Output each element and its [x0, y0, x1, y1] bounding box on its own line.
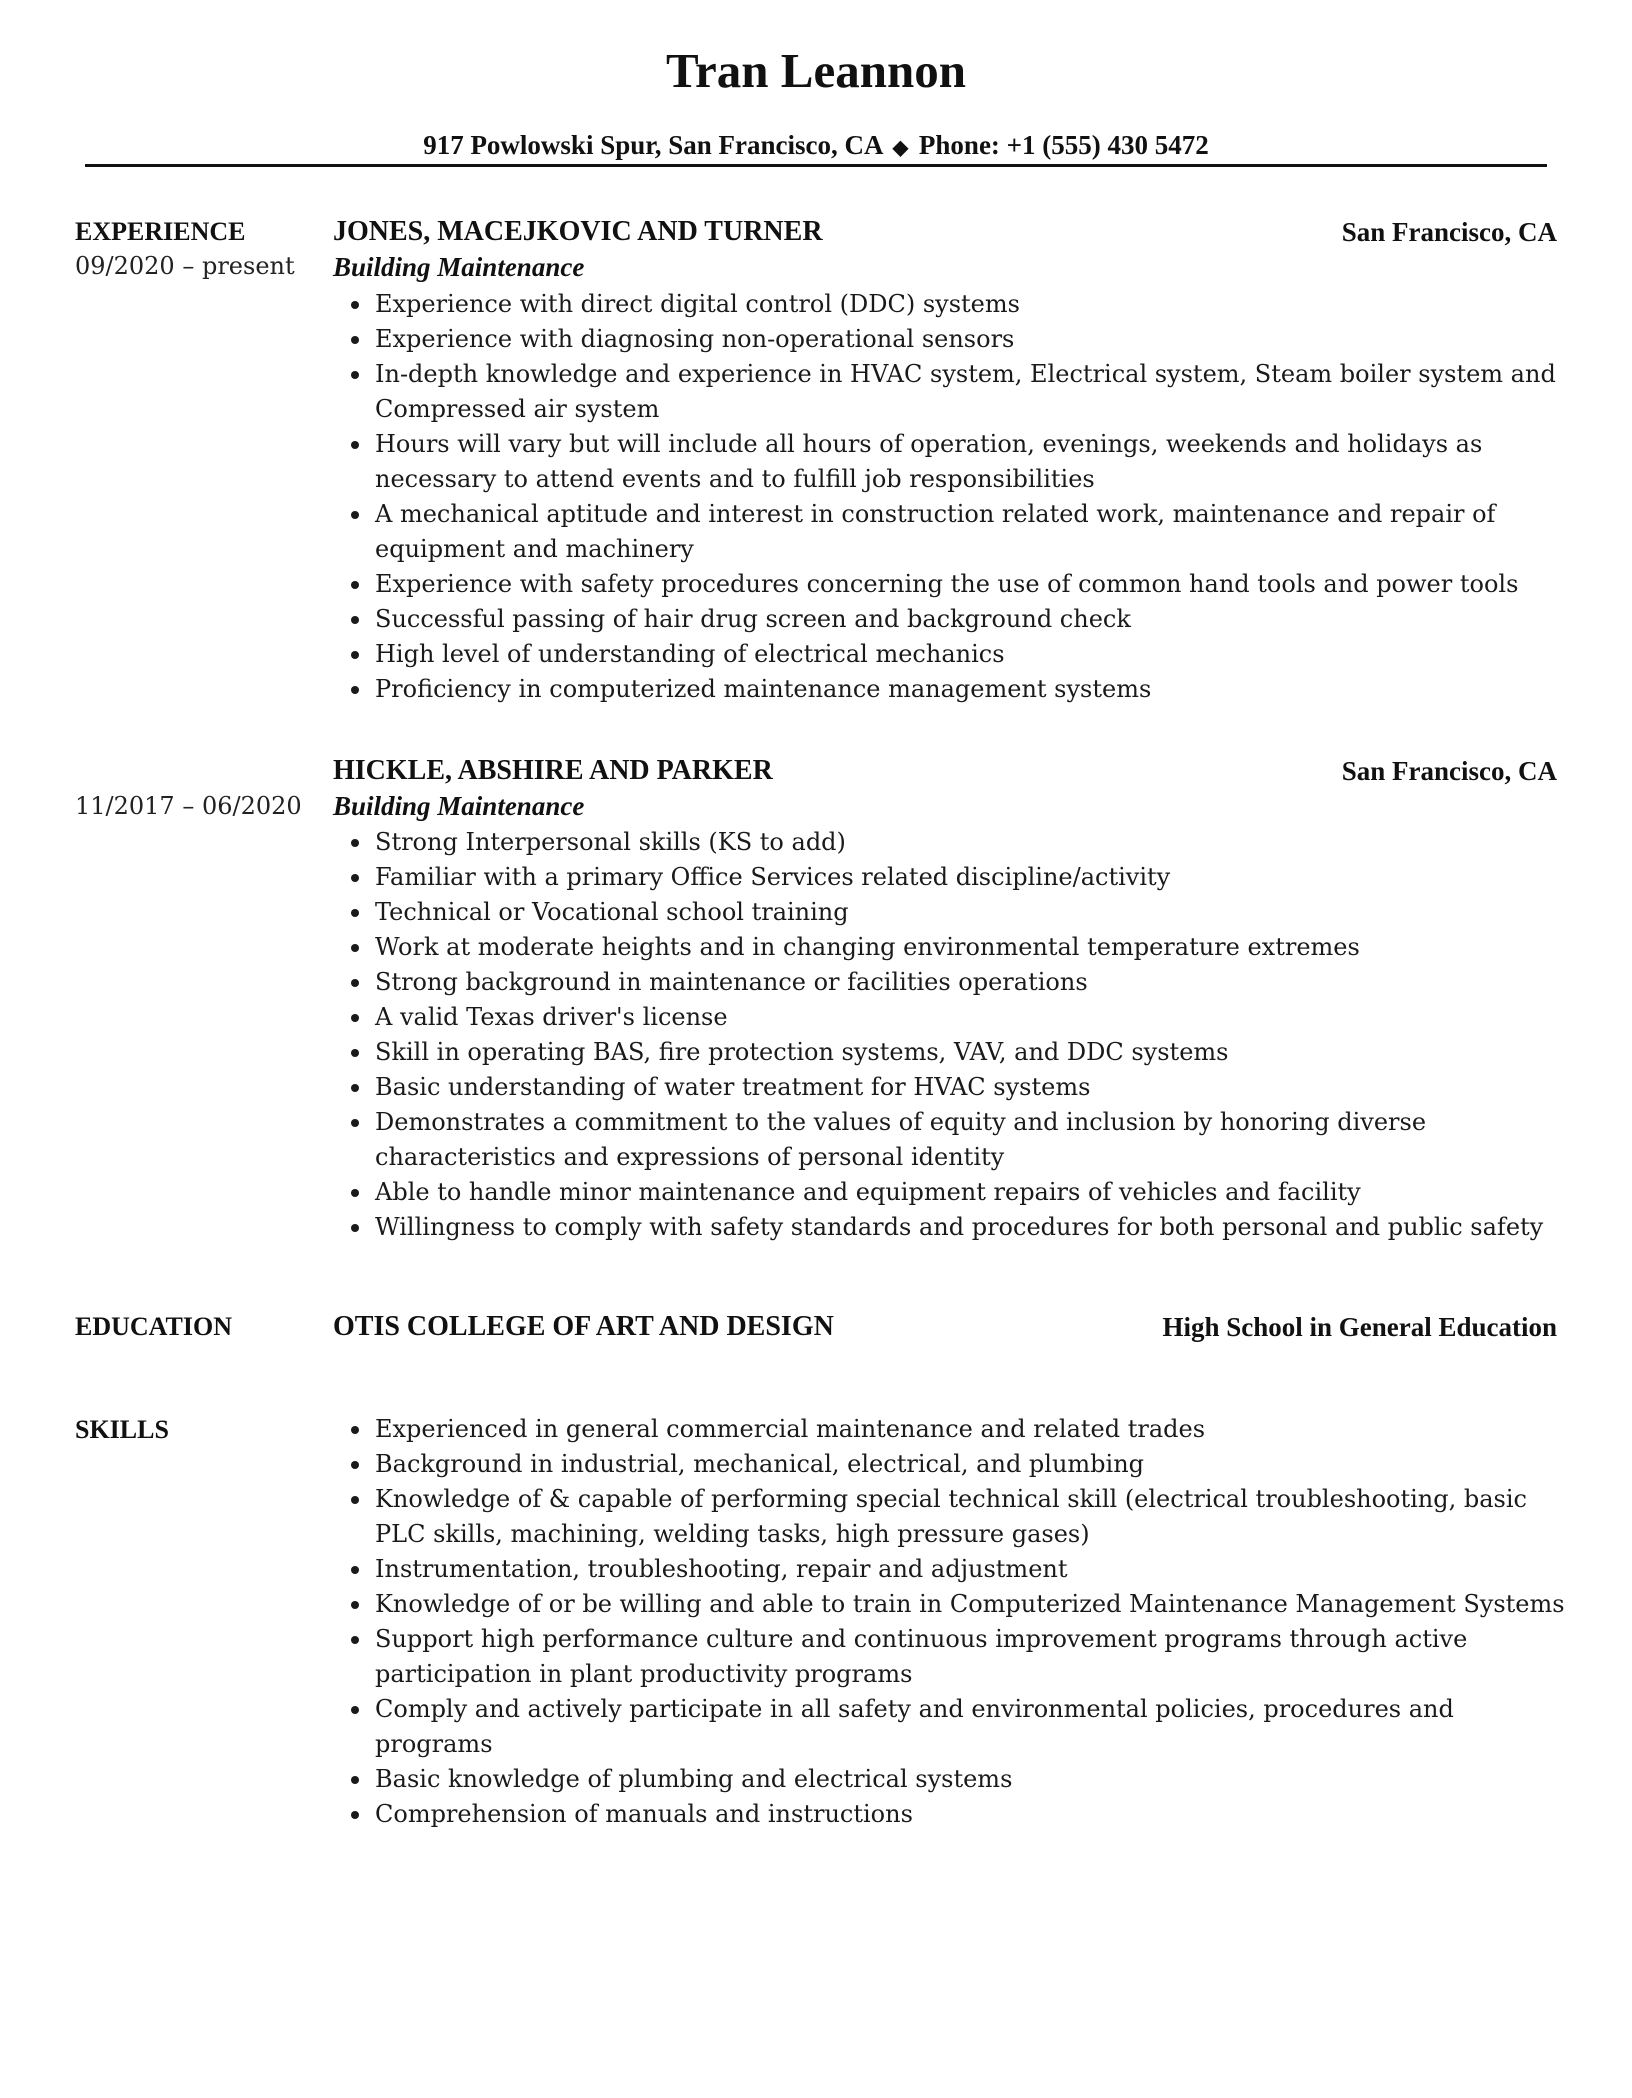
- list-item: Experience with direct digital control (DDC) systems: [333, 287, 1565, 322]
- list-item: Able to handle minor maintenance and equipment repairs of vehicles and facility: [333, 1175, 1565, 1210]
- list-item: Experienced in general commercial maintenance and related trades: [333, 1412, 1565, 1447]
- job-company: JONES, MACEJKOVIC AND TURNER: [333, 216, 823, 247]
- list-item: Strong Interpersonal skills (KS to add): [333, 825, 1565, 860]
- list-item: Skill in operating BAS, fire protection systems, VAV, and DDC systems: [333, 1035, 1565, 1070]
- list-item: Instrumentation, troubleshooting, repair and adjustment: [333, 1552, 1565, 1587]
- list-item: Proficiency in computerized maintenance management systems: [333, 672, 1565, 707]
- list-item: Work at moderate heights and in changing environmental temperature extremes: [333, 930, 1565, 965]
- diamond-separator-icon: ◆: [892, 137, 909, 159]
- list-item: Strong background in maintenance or facilities operations: [333, 965, 1565, 1000]
- job-dates: 11/2017 – 06/2020: [75, 792, 302, 820]
- education-degree: High School in General Education: [1162, 1312, 1557, 1342]
- job-title: Building Maintenance: [333, 791, 585, 821]
- list-item: Comprehension of manuals and instructions: [333, 1797, 1565, 1832]
- list-item: Comply and actively participate in all safety and environmental policies, procedures and programs: [333, 1692, 1565, 1762]
- list-item: Willingness to comply with safety standards and procedures for both personal and public safety: [333, 1210, 1565, 1245]
- list-item: Knowledge of or be willing and able to train in Computerized Maintenance Management Systems: [333, 1587, 1565, 1622]
- list-item: Basic knowledge of plumbing and electrical systems: [333, 1762, 1565, 1797]
- job-title: Building Maintenance: [333, 252, 585, 282]
- list-item: Experience with safety procedures concerning the use of common hand tools and power tools: [333, 567, 1565, 602]
- list-item: Technical or Vocational school training: [333, 895, 1565, 930]
- section-label-skills: SKILLS: [75, 1415, 169, 1444]
- list-item: Familiar with a primary Office Services related discipline/activity: [333, 860, 1565, 895]
- list-item: Successful passing of hair drug screen and background check: [333, 602, 1565, 637]
- job-bullet-list: [333, 825, 1565, 1245]
- job-dates: 09/2020 – present: [75, 252, 295, 280]
- list-item: Knowledge of & capable of performing special technical skill (electrical troubleshooting, basic PLC skills, machining, welding tasks, high pressure gases): [333, 1482, 1565, 1552]
- list-item: Experience with diagnosing non-operational sensors: [333, 322, 1565, 357]
- header-divider: [85, 164, 1547, 167]
- list-item: A mechanical aptitude and interest in construction related work, maintenance and repair of equipment and machinery: [333, 497, 1565, 567]
- skills-list: [333, 1412, 1565, 1832]
- section-label-education: EDUCATION: [75, 1312, 232, 1341]
- contact-phone: Phone: +1 (555) 430 5472: [918, 130, 1209, 160]
- section-label-experience: EXPERIENCE: [75, 217, 246, 246]
- education-school: OTIS COLLEGE OF ART AND DESIGN: [333, 1311, 834, 1342]
- list-item: A valid Texas driver's license: [333, 1000, 1565, 1035]
- list-item: Hours will vary but will include all hours of operation, evenings, weekends and holidays as necessary to attend events and to fulfill job responsibilities: [333, 427, 1565, 497]
- job-company: HICKLE, ABSHIRE AND PARKER: [333, 755, 773, 786]
- list-item: Support high performance culture and continuous improvement programs through active participation in plant productivity programs: [333, 1622, 1565, 1692]
- list-item: Demonstrates a commitment to the values of equity and inclusion by honoring diverse characteristics and expressions of personal identity: [333, 1105, 1565, 1175]
- contact-address: 917 Powlowski Spur, San Francisco, CA: [423, 130, 883, 160]
- list-item: In-depth knowledge and experience in HVAC system, Electrical system, Steam boiler system and Compressed air system: [333, 357, 1565, 427]
- job-bullet-list: [333, 287, 1565, 707]
- candidate-name: Tran Leannon: [666, 43, 966, 98]
- list-item: Basic understanding of water treatment for HVAC systems: [333, 1070, 1565, 1105]
- contact-line: [0, 128, 1632, 165]
- job-location: San Francisco, CA: [1341, 217, 1557, 247]
- list-item: High level of understanding of electrical mechanics: [333, 637, 1565, 672]
- list-item: Background in industrial, mechanical, electrical, and plumbing: [333, 1447, 1565, 1482]
- job-location: San Francisco, CA: [1341, 756, 1557, 786]
